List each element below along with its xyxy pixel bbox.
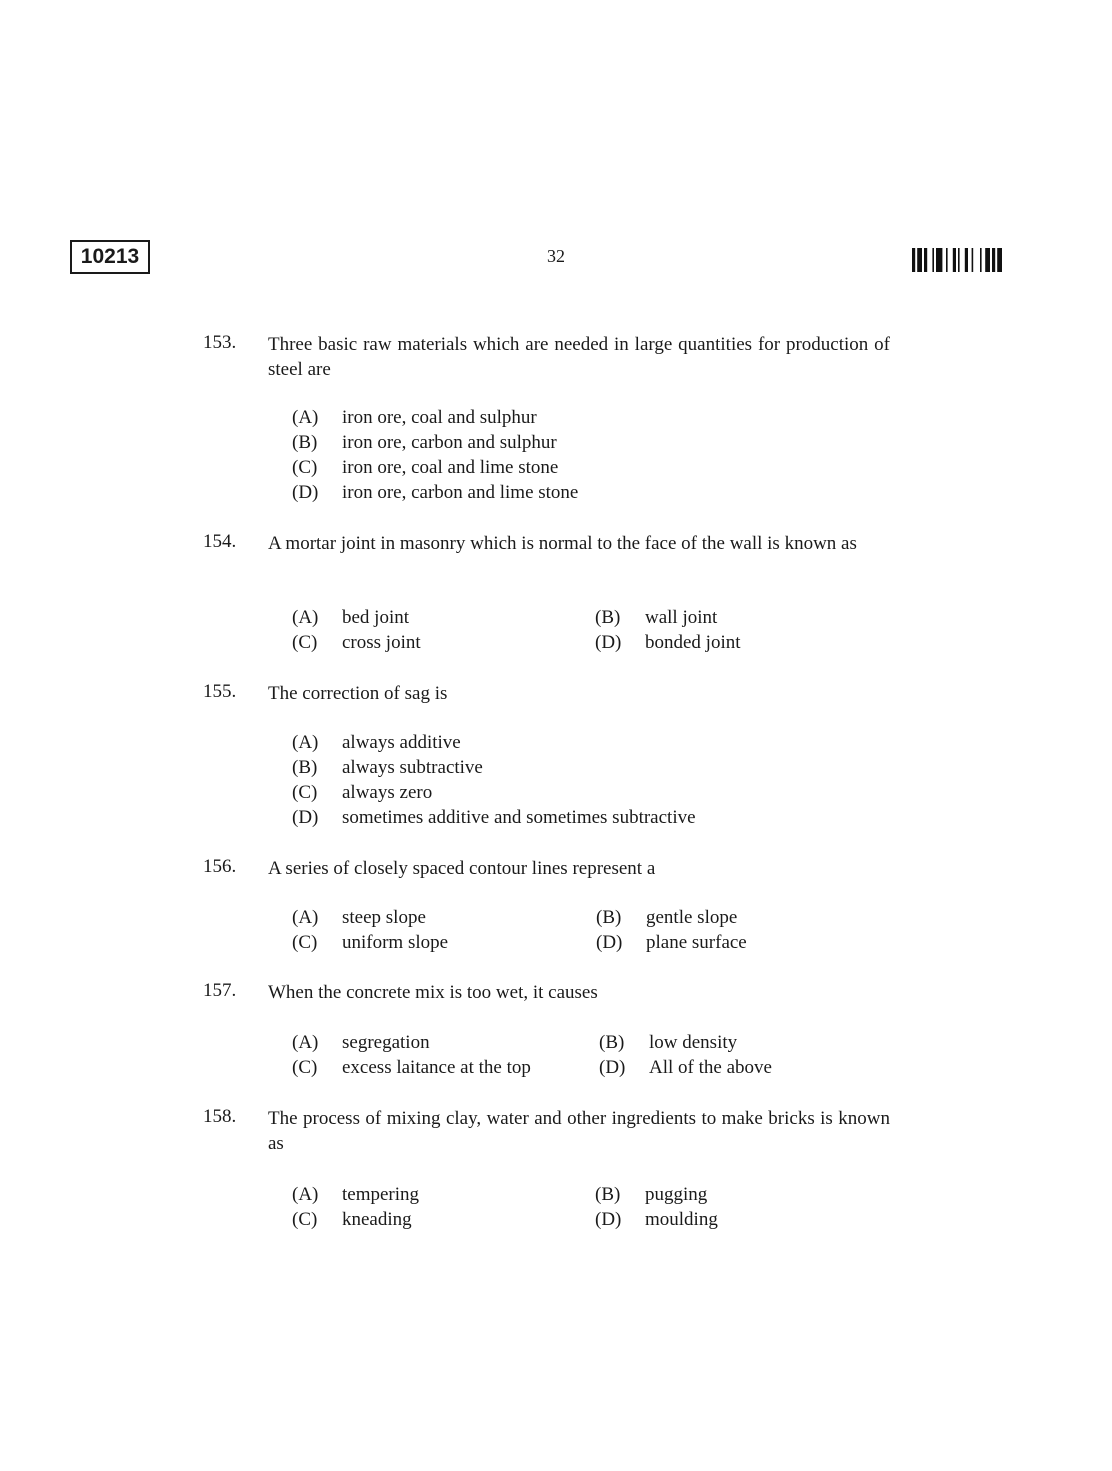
- option-text: iron ore, carbon and lime stone: [342, 482, 579, 503]
- option-a: [292, 905, 426, 930]
- option-label: (A): [292, 907, 319, 928]
- option-label: (A): [292, 607, 319, 628]
- question-number: 156.: [203, 856, 237, 877]
- option-text: always zero: [342, 782, 433, 803]
- option-text: bed joint: [342, 607, 410, 628]
- option-c: [292, 930, 448, 955]
- page-number: 32: [547, 246, 565, 266]
- option-b: [596, 905, 737, 930]
- question-text: Three basic raw materials which are needed in large quantities for production of steel are: [268, 334, 890, 380]
- option-d: [292, 480, 578, 505]
- option-text: iron ore, coal and sulphur: [342, 407, 537, 428]
- option-text: kneading: [342, 1209, 412, 1230]
- option-text: segregation: [342, 1032, 430, 1053]
- option-label: (C): [292, 1057, 318, 1078]
- option-c: [292, 1055, 531, 1080]
- option-label: (A): [292, 407, 319, 428]
- option-label: (B): [599, 1032, 625, 1053]
- option-label: (C): [292, 1209, 318, 1230]
- option-label: (A): [292, 1184, 319, 1205]
- option-label: (B): [292, 432, 318, 453]
- option-text: plane surface: [646, 932, 747, 953]
- option-c: [292, 630, 421, 655]
- option-a: [292, 1182, 419, 1207]
- option-text: cross joint: [342, 632, 421, 653]
- option-c: [292, 455, 558, 480]
- option-a: [292, 405, 537, 430]
- question-text: When the concrete mix is too wet, it causes: [268, 982, 598, 1003]
- option-text: moulding: [645, 1209, 718, 1230]
- option-label: (B): [595, 1184, 621, 1205]
- option-text: wall joint: [645, 607, 718, 628]
- option-label: (C): [292, 457, 318, 478]
- option-text: sometimes additive and sometimes subtractive: [342, 807, 696, 828]
- question-number: 158.: [203, 1106, 237, 1127]
- option-label: (A): [292, 732, 319, 753]
- question-number: 153.: [203, 332, 237, 353]
- option-b: [595, 1182, 707, 1207]
- option-text: low density: [649, 1032, 738, 1053]
- option-a: [292, 730, 461, 755]
- option-label: (C): [292, 782, 318, 803]
- option-d: [292, 805, 696, 830]
- option-b: [292, 755, 483, 780]
- option-a: [292, 605, 409, 630]
- option-a: [292, 1030, 430, 1055]
- option-text: excess laitance at the top: [342, 1057, 531, 1078]
- option-label: (D): [599, 1057, 626, 1078]
- option-b: [292, 430, 557, 455]
- option-label: (D): [596, 932, 623, 953]
- option-label: (B): [596, 907, 622, 928]
- option-text: always subtractive: [342, 757, 483, 778]
- option-label: (A): [292, 1032, 319, 1053]
- option-text: uniform slope: [342, 932, 449, 953]
- question-number: 157.: [203, 980, 237, 1001]
- option-text: steep slope: [342, 907, 426, 928]
- option-label: (B): [595, 607, 621, 628]
- option-b: [595, 605, 717, 630]
- option-c: [292, 1207, 412, 1232]
- option-label: (D): [595, 632, 622, 653]
- option-label: (B): [292, 757, 318, 778]
- option-label: (D): [595, 1209, 622, 1230]
- question-number: 155.: [203, 681, 237, 702]
- question-text: A mortar joint in masonry which is normal to the face of the wall is known as: [268, 533, 857, 554]
- question-text: The process of mixing clay, water and other ingredients to make bricks is known as: [268, 1108, 890, 1154]
- question-number: 154.: [203, 531, 237, 552]
- option-b: [599, 1030, 737, 1055]
- option-text: always additive: [342, 732, 461, 753]
- booklet-code: 10213: [70, 240, 150, 274]
- option-d: [595, 630, 741, 655]
- option-label: (C): [292, 932, 318, 953]
- option-label: (C): [292, 632, 318, 653]
- option-c: [292, 780, 432, 805]
- option-d: [596, 930, 747, 955]
- option-text: bonded joint: [645, 632, 741, 653]
- question-text: The correction of sag is: [268, 683, 448, 704]
- question-text: A series of closely spaced contour lines represent a: [268, 858, 656, 879]
- option-text: iron ore, coal and lime stone: [342, 457, 559, 478]
- option-text: All of the above: [649, 1057, 772, 1078]
- option-text: gentle slope: [646, 907, 738, 928]
- option-text: iron ore, carbon and sulphur: [342, 432, 557, 453]
- option-d: [595, 1207, 718, 1232]
- option-text: tempering: [342, 1184, 420, 1205]
- option-text: pugging: [645, 1184, 708, 1205]
- option-label: (D): [292, 482, 319, 503]
- barcode: [912, 248, 1044, 272]
- option-d: [599, 1055, 772, 1080]
- option-label: (D): [292, 807, 319, 828]
